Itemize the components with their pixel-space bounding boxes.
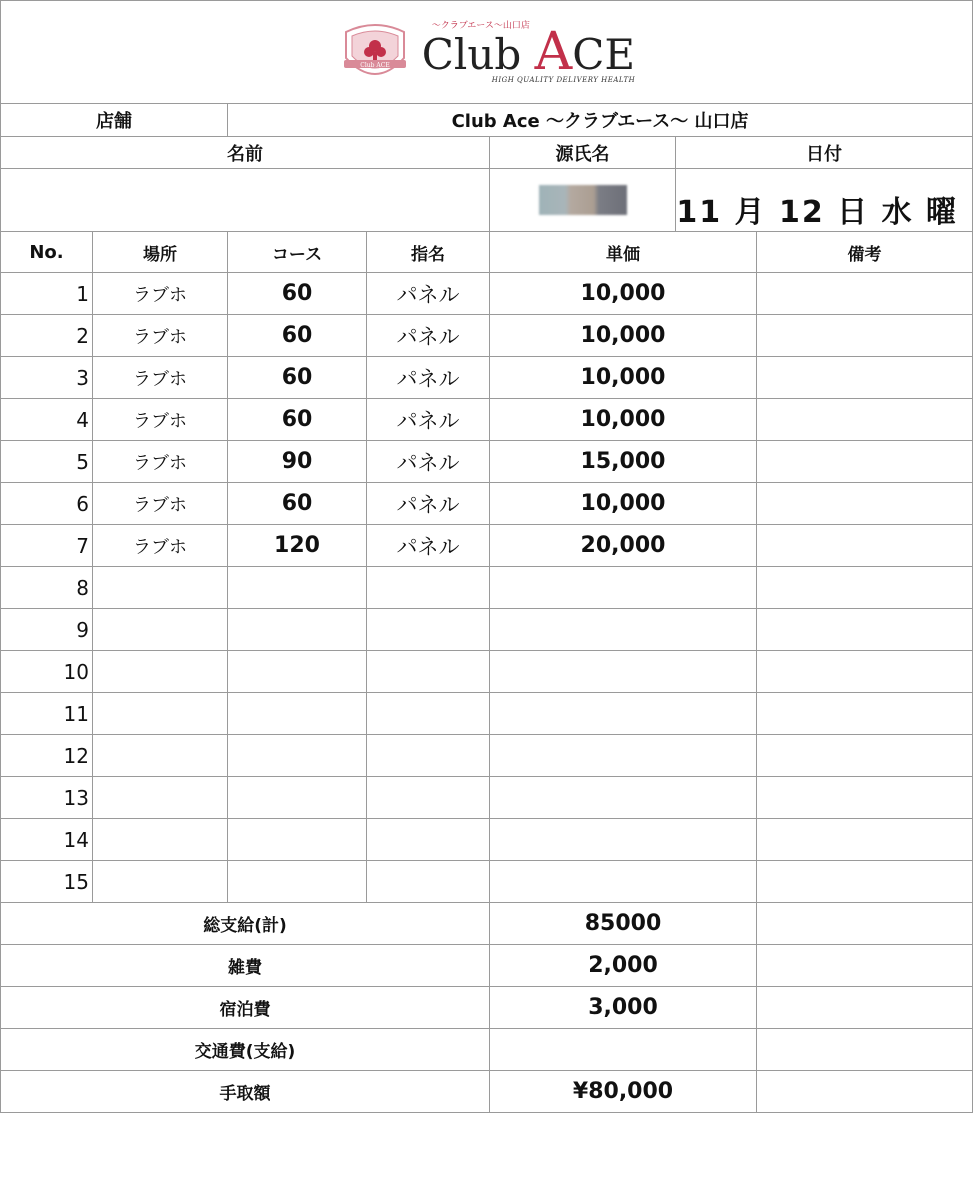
header-notes: 備考: [757, 232, 973, 273]
row-shimei: [367, 735, 490, 777]
row-no: 1: [1, 273, 93, 315]
table-row: [1, 483, 973, 525]
row-shimei: パネル: [367, 315, 490, 357]
summary-note: [757, 1029, 973, 1071]
row-course: [228, 819, 367, 861]
summary-row: [1, 1071, 973, 1113]
summary-label: 総支給(計): [1, 903, 490, 945]
row-price: 10,000: [490, 357, 757, 399]
svg-text:Club ACE: Club ACE: [360, 62, 390, 69]
row-note: [757, 693, 973, 735]
row-price: [490, 861, 757, 903]
row-course: [228, 609, 367, 651]
row-shimei: パネル: [367, 399, 490, 441]
row-course: [228, 735, 367, 777]
row-shimei: [367, 777, 490, 819]
table-row: [1, 693, 973, 735]
summary-value: 85000: [490, 903, 757, 945]
table-row: [1, 819, 973, 861]
table-row: [1, 567, 973, 609]
table-row: [1, 609, 973, 651]
row-place: [93, 651, 228, 693]
row-place: [93, 861, 228, 903]
row-course: 60: [228, 315, 367, 357]
row-place: ラブホ: [93, 273, 228, 315]
table-row: [1, 357, 973, 399]
row-course: 60: [228, 399, 367, 441]
table-row: [1, 525, 973, 567]
row-shimei: パネル: [367, 273, 490, 315]
row-course: [228, 861, 367, 903]
row-shimei: パネル: [367, 357, 490, 399]
row-shimei: [367, 609, 490, 651]
table-row: [1, 315, 973, 357]
summary-label: 宿泊費: [1, 987, 490, 1029]
row-price: [490, 777, 757, 819]
summary-label: 交通費(支給): [1, 1029, 490, 1071]
header-no: No.: [1, 232, 93, 273]
header-price: 単価: [490, 232, 757, 273]
row-no: 11: [1, 693, 93, 735]
row-note: [757, 357, 973, 399]
row-note: [757, 399, 973, 441]
name-value: [1, 169, 490, 232]
row-price: 15,000: [490, 441, 757, 483]
row-note: [757, 441, 973, 483]
row-note: [757, 273, 973, 315]
table-row: [1, 777, 973, 819]
row-no: 9: [1, 609, 93, 651]
genji-name-value: [490, 169, 676, 232]
row-place: ラブホ: [93, 441, 228, 483]
row-price: [490, 651, 757, 693]
row-price: 10,000: [490, 483, 757, 525]
row-shimei: パネル: [367, 441, 490, 483]
row-no: 14: [1, 819, 93, 861]
row-no: 15: [1, 861, 93, 903]
header-course: コース: [228, 232, 367, 273]
row-price: 10,000: [490, 399, 757, 441]
row-note: [757, 819, 973, 861]
summary-row: [1, 987, 973, 1029]
row-no: 3: [1, 357, 93, 399]
summary-value: [490, 1029, 757, 1071]
table-row: [1, 651, 973, 693]
row-shimei: [367, 861, 490, 903]
row-course: [228, 693, 367, 735]
row-price: 10,000: [490, 273, 757, 315]
name-label: 名前: [1, 137, 490, 169]
row-note: [757, 735, 973, 777]
genji-name-label: 源氏名: [490, 137, 676, 169]
row-place: [93, 567, 228, 609]
row-no: 13: [1, 777, 93, 819]
redacted-name-image: [539, 185, 627, 215]
row-note: [757, 651, 973, 693]
row-no: 4: [1, 399, 93, 441]
row-place: [93, 819, 228, 861]
row-no: 7: [1, 525, 93, 567]
table-row: [1, 273, 973, 315]
summary-value: 2,000: [490, 945, 757, 987]
table-row: [1, 399, 973, 441]
row-note: [757, 777, 973, 819]
row-course: [228, 651, 367, 693]
logo-cell: [1, 1, 973, 104]
table-header-row: [1, 232, 973, 273]
row-no: 10: [1, 651, 93, 693]
row-course: [228, 567, 367, 609]
row-price: [490, 693, 757, 735]
row-no: 2: [1, 315, 93, 357]
store-name: Club Ace 〜クラブエース〜 山口店: [228, 104, 973, 137]
row-place: ラブホ: [93, 483, 228, 525]
logo-subtitle: 〜クラブエース〜山口店: [431, 21, 530, 31]
row-shimei: [367, 693, 490, 735]
row-shimei: [367, 819, 490, 861]
header-place: 場所: [93, 232, 228, 273]
row-price: 10,000: [490, 315, 757, 357]
row-course: 60: [228, 357, 367, 399]
row-shimei: パネル: [367, 483, 490, 525]
table-row: [1, 861, 973, 903]
row-shimei: パネル: [367, 525, 490, 567]
row-note: [757, 567, 973, 609]
summary-value: 3,000: [490, 987, 757, 1029]
row-place: [93, 609, 228, 651]
row-place: ラブホ: [93, 399, 228, 441]
table-row: [1, 441, 973, 483]
summary-row: [1, 1029, 973, 1071]
row-note: [757, 861, 973, 903]
row-price: [490, 819, 757, 861]
row-place: ラブホ: [93, 315, 228, 357]
header-shimei: 指名: [367, 232, 490, 273]
summary-note: [757, 987, 973, 1029]
row-course: 90: [228, 441, 367, 483]
row-shimei: [367, 651, 490, 693]
date-value: 11 月 12 日 水 曜: [676, 169, 973, 232]
row-place: [93, 777, 228, 819]
summary-value: ¥80,000: [490, 1071, 757, 1113]
row-course: [228, 777, 367, 819]
summary-note: [757, 903, 973, 945]
row-price: [490, 609, 757, 651]
row-price: [490, 735, 757, 777]
row-course: 60: [228, 273, 367, 315]
row-note: [757, 609, 973, 651]
row-price: 20,000: [490, 525, 757, 567]
row-shimei: [367, 567, 490, 609]
row-note: [757, 315, 973, 357]
row-no: 6: [1, 483, 93, 525]
row-place: [93, 693, 228, 735]
summary-row: [1, 945, 973, 987]
club-ace-emblem-icon: [338, 20, 412, 82]
logo-tagline: HIGH QUALITY DELIVERY HEALTH: [491, 76, 636, 84]
summary-note: [757, 1071, 973, 1113]
summary-label: 手取額: [1, 1071, 490, 1113]
entry-rows: [1, 273, 973, 903]
row-price: [490, 567, 757, 609]
summary-row: [1, 903, 973, 945]
row-no: 5: [1, 441, 93, 483]
row-place: [93, 735, 228, 777]
summary-label: 雑費: [1, 945, 490, 987]
row-course: 60: [228, 483, 367, 525]
row-no: 12: [1, 735, 93, 777]
row-place: ラブホ: [93, 357, 228, 399]
row-note: [757, 525, 973, 567]
row-place: ラブホ: [93, 525, 228, 567]
table-row: [1, 735, 973, 777]
club-ace-logo: [338, 18, 636, 84]
logo-brand: Club ACE: [421, 22, 635, 82]
summary-note: [757, 945, 973, 987]
store-label: 店舗: [1, 104, 228, 137]
row-course: 120: [228, 525, 367, 567]
row-no: 8: [1, 567, 93, 609]
date-label: 日付: [676, 137, 973, 169]
row-note: [757, 483, 973, 525]
